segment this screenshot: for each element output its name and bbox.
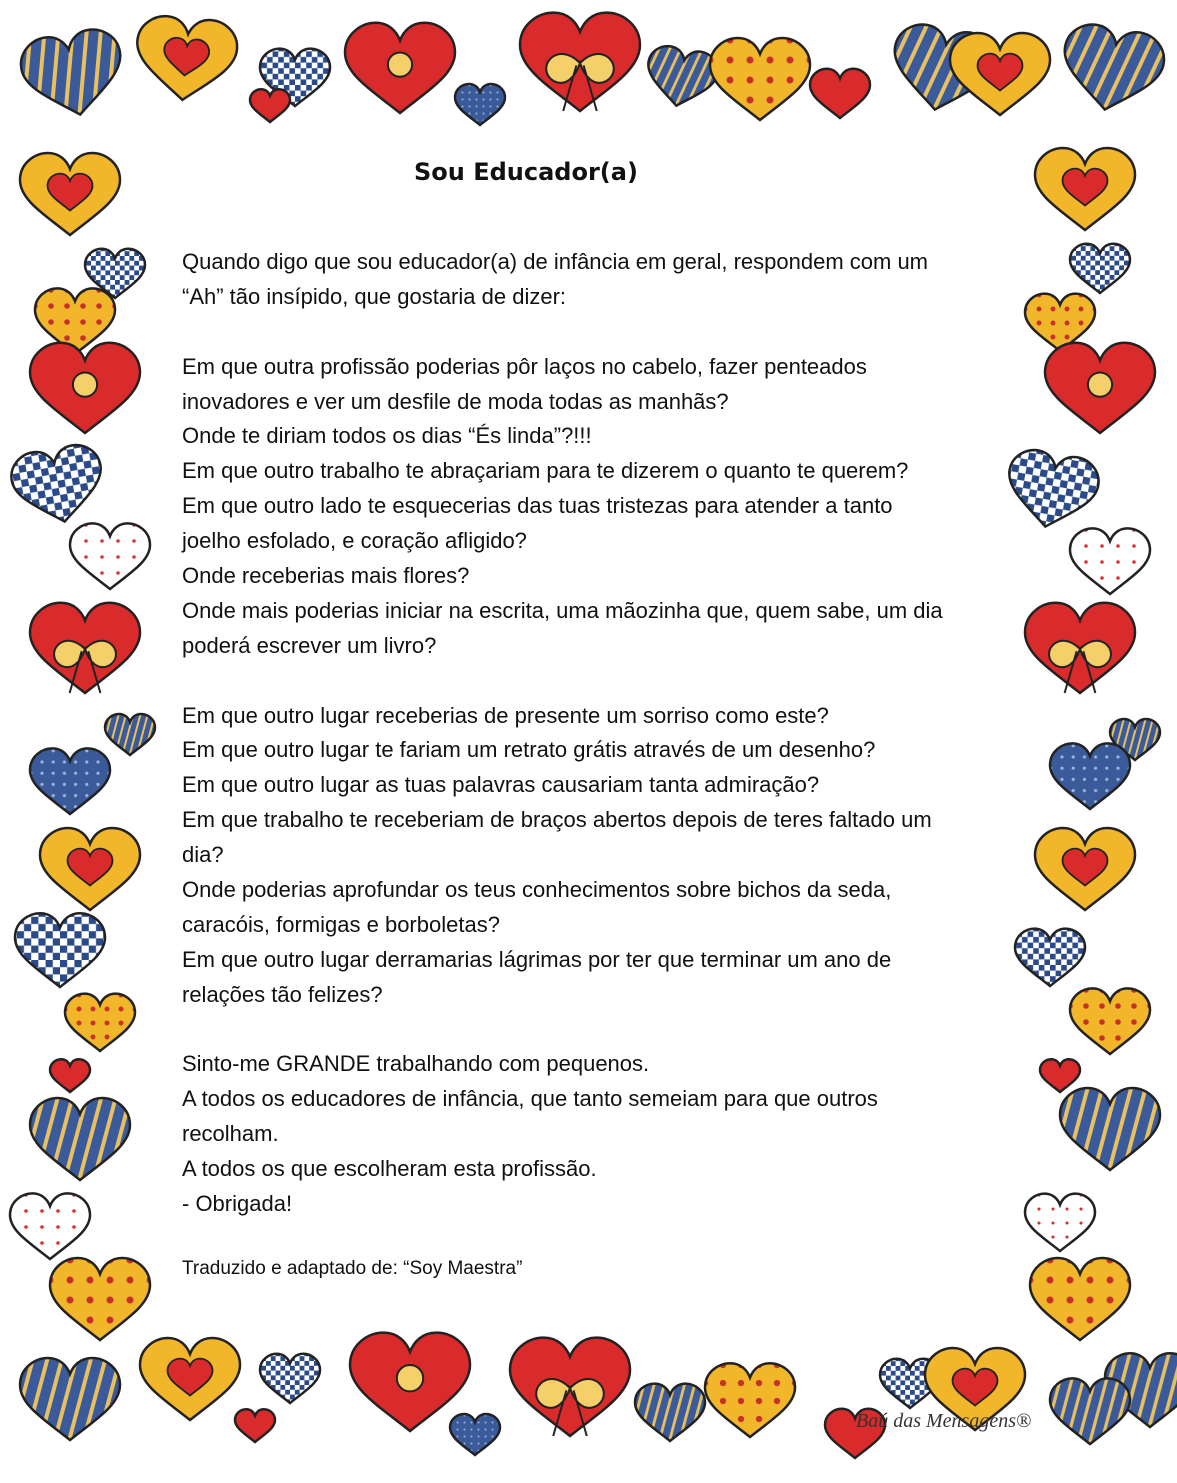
heart-icon bbox=[950, 33, 1050, 115]
heart-icon bbox=[260, 1354, 320, 1403]
poem-line: Onde receberias mais flores? bbox=[182, 563, 470, 589]
button-icon bbox=[388, 53, 412, 77]
poem-line: Em que outro lugar as tuas palavras causariam tanta admiração? bbox=[182, 772, 820, 798]
poem-line: Em que outro lado te esquecerias das tuas tristezas para atender a tanto bbox=[182, 493, 893, 519]
poem-line: Onde mais poderias iniciar na escrita, uma mãozinha que, quem sabe, um dia bbox=[182, 597, 943, 623]
heart-icon bbox=[70, 523, 150, 589]
heart-icon bbox=[17, 25, 130, 123]
poem-line: joelho esfolado, e coração afligido? bbox=[182, 528, 527, 554]
heart-icon bbox=[1025, 1194, 1095, 1251]
heart-icon bbox=[30, 748, 110, 814]
heart-icon bbox=[105, 714, 155, 755]
poem-line: A todos os educadores de infância, que tanto semeiam para que outros bbox=[182, 1086, 878, 1112]
page-title: Sou Educador(a) bbox=[414, 158, 638, 186]
poem-line: Onde te diriam todos os dias “És linda”?!!! bbox=[182, 423, 592, 449]
heart-icon bbox=[1035, 828, 1135, 910]
heart-icon bbox=[1060, 1088, 1160, 1170]
heart-icon bbox=[1045, 343, 1155, 433]
heart-icon bbox=[705, 1363, 795, 1437]
poem-line: Em que outra profissão poderias pôr laços no cabelo, fazer penteados bbox=[182, 353, 867, 379]
heart-icon bbox=[1035, 148, 1135, 230]
heart-icon bbox=[510, 1338, 630, 1436]
heart-icon bbox=[8, 441, 109, 529]
heart-icon bbox=[10, 1193, 90, 1259]
heart-icon bbox=[635, 1384, 705, 1441]
button-icon bbox=[73, 373, 97, 397]
poem-line bbox=[182, 315, 943, 350]
poem-line: poderá escrever um livro? bbox=[182, 632, 437, 658]
heart-icon bbox=[50, 1059, 90, 1092]
heart-icon bbox=[450, 1414, 500, 1455]
poem-line bbox=[182, 1013, 943, 1048]
heart-icon bbox=[140, 1338, 240, 1420]
heart-icon bbox=[1070, 528, 1150, 594]
heart-icon bbox=[235, 1409, 275, 1442]
poem-line: Em que outro lugar derramarias lágrimas por ter que terminar um ano de bbox=[182, 946, 892, 972]
poem-line: inovadores e ver um desfile de moda todas as manhãs? bbox=[182, 388, 729, 414]
heart-icon bbox=[1070, 244, 1130, 293]
poem-body bbox=[182, 245, 943, 1222]
heart-icon bbox=[1070, 988, 1150, 1054]
heart-icon bbox=[30, 603, 140, 693]
heart-icon bbox=[30, 1098, 130, 1180]
poem-line: A todos os que escolheram esta profissão. bbox=[182, 1156, 597, 1182]
poem-line: Onde poderias aprofundar os teus conhecimentos sobre bichos da seda, bbox=[182, 877, 892, 903]
poem-line: “Ah” tão insípido, que gostaria de dizer: bbox=[182, 283, 567, 309]
heart-icon bbox=[20, 1358, 120, 1440]
button-icon bbox=[397, 1365, 423, 1391]
poem-line: Em que outro trabalho te abraçariam para te dizerem o quanto te querem? bbox=[182, 458, 909, 484]
heart-icon bbox=[455, 84, 505, 125]
heart-icon bbox=[345, 23, 455, 113]
poem-line: dia? bbox=[182, 842, 224, 868]
poem-line: Em que outro lugar te fariam um retrato grátis através de um desenho? bbox=[182, 737, 876, 763]
poem-line: Em que trabalho te receberiam de braços abertos depois de teres faltado um bbox=[182, 807, 932, 833]
poem-line: Quando digo que sou educador(a) de infância em geral, respondem com um bbox=[182, 249, 929, 274]
heart-icon bbox=[1050, 1378, 1130, 1444]
poem-line: Em que outro lugar receberias de presente um sorriso como este? bbox=[182, 702, 829, 728]
poem-line: recolham. bbox=[182, 1121, 279, 1147]
heart-icon bbox=[810, 69, 870, 118]
heart-icon bbox=[250, 89, 290, 122]
heart-icon bbox=[15, 913, 105, 987]
heart-icon bbox=[520, 13, 640, 111]
heart-icon bbox=[1015, 929, 1085, 986]
heart-icon bbox=[1056, 20, 1169, 118]
heart-icon bbox=[1030, 1258, 1130, 1340]
heart-icon bbox=[1025, 603, 1135, 693]
heart-icon bbox=[20, 153, 120, 235]
credit-line: Traduzido e adaptado de: “Soy Maestra” bbox=[182, 1258, 523, 1279]
poem-line: - Obrigada! bbox=[182, 1191, 293, 1217]
heart-icon bbox=[1050, 743, 1130, 809]
poem-line: caracóis, formigas e borboletas? bbox=[182, 911, 500, 937]
heart-icon bbox=[65, 994, 135, 1051]
poem-line: relações tão felizes? bbox=[182, 981, 383, 1007]
heart-icon bbox=[642, 43, 721, 112]
heart-icon bbox=[30, 343, 140, 433]
heart-icon bbox=[133, 14, 240, 104]
heart-icon bbox=[50, 1258, 150, 1340]
heart-icon bbox=[350, 1333, 470, 1431]
watermark: Baú das Mensagens® bbox=[856, 1410, 1032, 1432]
heart-icon bbox=[710, 38, 810, 120]
heart-icon bbox=[1025, 294, 1095, 351]
heart-icon bbox=[1001, 446, 1102, 534]
poem-line: Sinto-me GRANDE trabalhando com pequenos. bbox=[182, 1051, 650, 1077]
heart-icon bbox=[40, 828, 140, 910]
button-icon bbox=[1088, 373, 1112, 397]
heart-icon bbox=[1040, 1059, 1080, 1092]
poem-line bbox=[182, 664, 943, 699]
